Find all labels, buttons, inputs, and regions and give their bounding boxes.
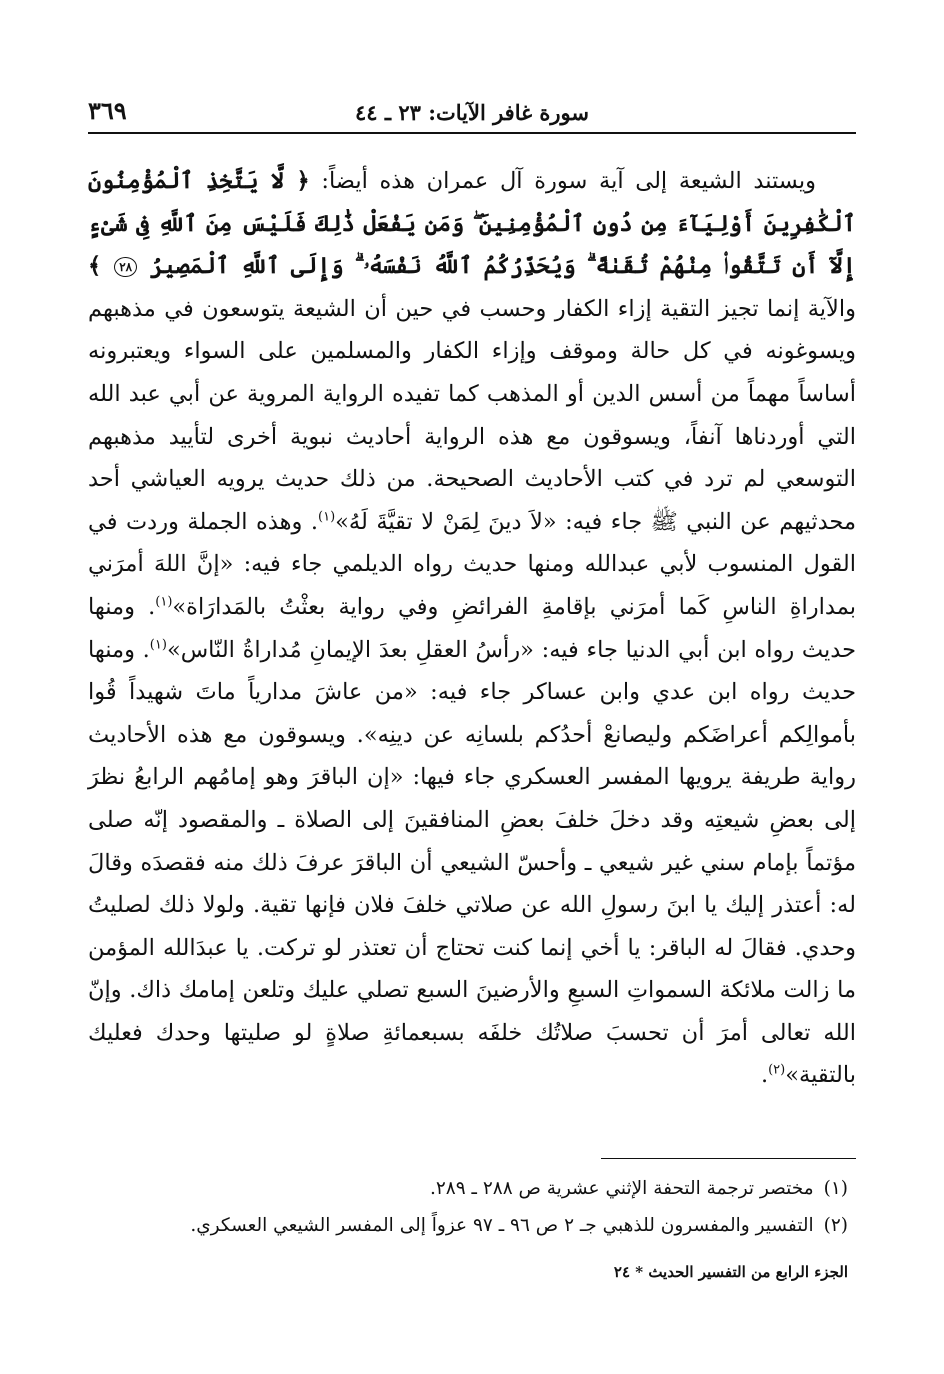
text-after-ayah: والآية إنما تجيز التقية إزاء الكفار وحسب في حين أن الشيعة يتوسعون في مذهبهم ويسوغونه في كل حالة وموقف وإزاء الكفار والمسلمين على السواء ويعتبرونه أساساً مهماً من أسس الدين أو المذهب كما تفيده الرواية المروية عن أبي عبد الله التي أوردناها آنفاً، ويسوقون مع هذه الرواية أحاديث نبوية أخرى لتأييد مذهبهم التوسعي لم ترد في كتب الأحاديث الصحيحة. من ذلك حديث يرويه العياشي أحد محدثيهم عن النبي ﷺ جاء فيه:	[88, 295, 857, 535]
footnotes	[88, 1170, 848, 1244]
quran-open-bracket: ﴿	[296, 168, 310, 194]
hadith-quote-2: «إنَّ اللهَ أمرَني بمداراةِ الناسِ كَما أمرَني بإقامةِ الفرائضِ وفي رواية بعثْتُ بالمَدارَاة»	[88, 551, 856, 620]
narration-quote: «إن الباقرَ وهو إمامُهم الرابعُ نظرَ إلى بعضِ شيعتِه وقد دخلَ خلفَ بعضِ المنافقينَ إلى الصلاة ـ والمقصود إنّه صلى مؤتماً بإمام سني غير شيعي ـ وأحسّ الشيعي أن الباقرَ عرفَ ذلك منه فقصدَه وقالَ له: أعتذر إليك يا ابنَ رسولِ الله عن صلاتي خلفَ فلان فإنها تقية. ولولا ذلك لصليتُ وحدي. فقالَ له الباقر: يا أخي إنما كنت تحتاج أن تعتذر لو تركت. يا عبدَالله المؤمن ما زالت ملائكة السمواتِ السبعِ والأرضينَ السبع تصلي عليك وتلعن إمامك ذاك. وإنّ الله تعالى أمرَ أن تحسبَ صلاتُك خلفَه بسبعمائةِ صلاةٍ لو صليتها وحدك فعليك بالتقية»	[88, 764, 856, 1089]
hadith-quote-1: «لاَ دينَ لِمَنْ لا تقيَّةَ لَهُ»	[335, 508, 557, 535]
footnote-item	[88, 1170, 848, 1207]
paragraph	[88, 160, 856, 1097]
footnote-number: (١)	[823, 1178, 848, 1199]
footnote-text: التفسير والمفسرون للذهبي جـ ٢ ص ٩٦ ـ ٩٧ عزواً إلى المفسر الشيعي العسكري.	[190, 1215, 814, 1236]
text-end: .	[760, 1062, 769, 1089]
footnote-divider	[601, 1158, 856, 1159]
header-rule	[88, 132, 856, 134]
ayah-number-marker: ٢٨	[114, 257, 137, 277]
quran-close-bracket: ﴾	[88, 253, 102, 280]
main-text	[88, 160, 856, 1097]
text-segment: . ويسوقون مع هذه الأحاديث رواية طريفة يرويها المفسر العسكري جاء فيها:	[88, 721, 856, 791]
intro-text: ويستند الشيعة إلى آية سورة آل عمران هذه أيضاً:	[321, 168, 817, 194]
footnote-ref[interactable]: (١)	[318, 509, 336, 525]
text-segment: . وهذه الجملة وردت في القول المنسوب لأبي عبدالله ومنها حديث رواه الديلمي جاء فيه:	[88, 508, 857, 578]
footnote-ref[interactable]: (١)	[155, 594, 173, 610]
footnote-number: (٢)	[823, 1215, 848, 1236]
hadith-quote-3: «رأسُ العقلِ بعدَ الإيمانِ مُداراةُ النّاس»	[166, 636, 534, 663]
text-segment: . ومنها حديث رواه ابن عدي وابن عساكر جاء فيه:	[88, 636, 857, 706]
footnote-text: مختصر ترجمة التحفة الإثني عشرية ص ٢٨٨ ـ ٢٨٩.	[429, 1178, 814, 1199]
signature-line: الجزء الرابع من التفسير الحديث * ٢٤	[613, 1263, 848, 1281]
footnote-item	[88, 1207, 848, 1244]
text-segment: . ومنها حديث رواه ابن أبي الدنيا جاء فيه:	[88, 593, 856, 663]
running-title: سورة غافر الآيات: ٢٣ ـ ٤٤	[354, 100, 589, 125]
hadith-quote-4: «من عاشَ مدارياً ماتَ شهيداً قُوا بأموالِكم أعراضَكم وليصانعْ أحدُكم بلسانِه عن دينِه»	[88, 679, 857, 748]
footnote-ref[interactable]: (٢)	[768, 1062, 786, 1078]
footnote-ref[interactable]: (١)	[149, 637, 167, 653]
running-header	[88, 96, 856, 136]
quran-verse-text: لَّا يَتَّخِذِ ٱلْمُؤْمِنُونَ ٱلْكَٰفِرِينَ أَوْلِيَآءَ مِن دُونِ ٱلْمُؤْمِنِينَ ۖ وَمَن يَفْعَلْ ذَٰلِكَ فَلَيْسَ مِنَ ٱللَّهِ فِى شَىْءٍ إِلَّآ أَن تَتَّقُوا۟ مِنْهُمْ تُقَىٰةً ۗ وَيُحَذِّرُكُمُ ٱللَّهُ نَفْسَهُۥ ۗ وَإِلَى ٱللَّهِ ٱلْمَصِيرُ	[88, 168, 856, 280]
page-number: ٣٦٩	[88, 96, 127, 125]
